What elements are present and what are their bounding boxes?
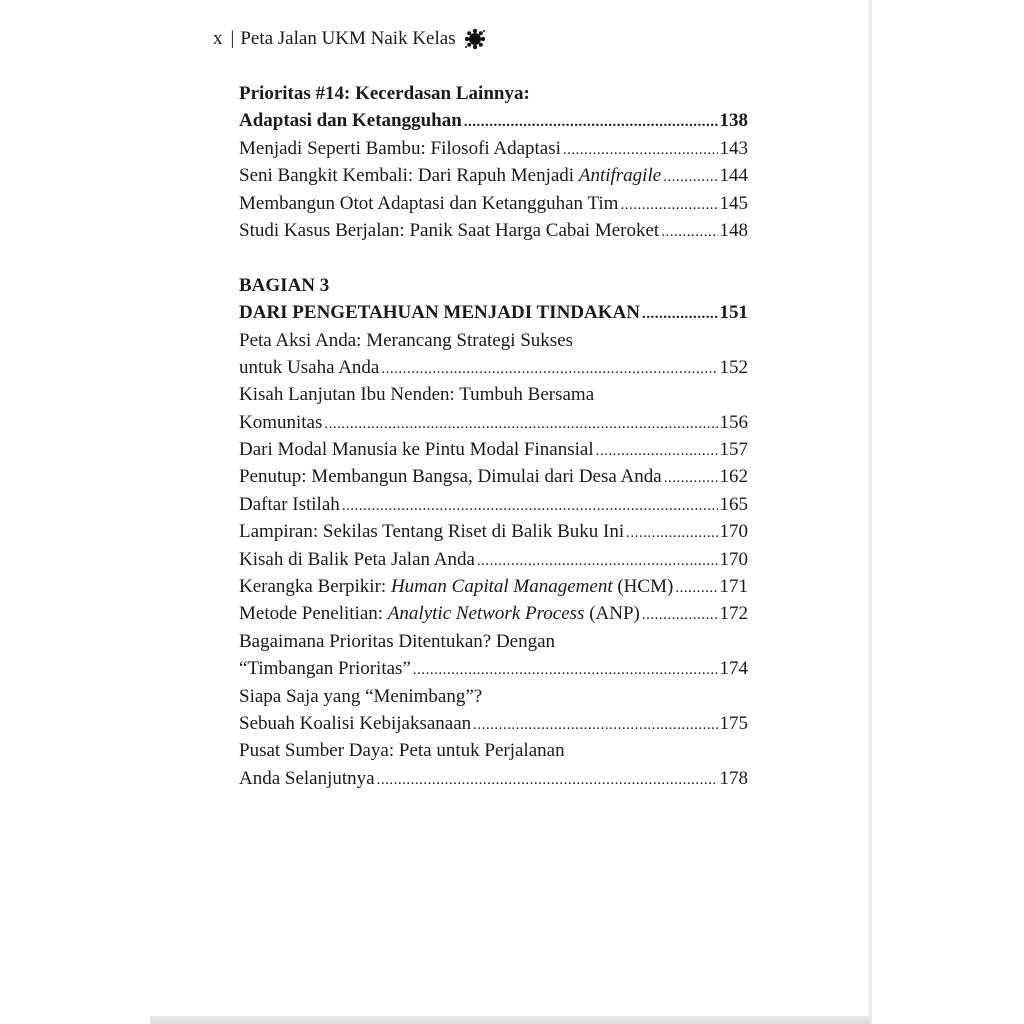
- toc-entry[interactable]: Dari Modal Manusia ke Pintu Modal Finansial ..... 157: [239, 436, 748, 463]
- toc-entry[interactable]: Kisah di Balik Peta Jalan Anda ..... 170: [239, 546, 748, 573]
- dot-leader: [626, 520, 717, 547]
- dot-leader: [664, 465, 718, 492]
- page-ref: 152: [719, 356, 748, 378]
- page-edge: [868, 0, 872, 1024]
- toc-entry[interactable]: Kerangka Berpikir: Human Capital Management (HCM) ..... 171: [239, 573, 748, 600]
- page-ref: 144: [719, 165, 748, 187]
- table-of-contents: [239, 80, 748, 792]
- page-ref: 170: [719, 521, 748, 543]
- section-gap: [239, 244, 748, 271]
- page-ref: 151: [719, 302, 748, 324]
- dot-leader: [620, 192, 717, 219]
- page-ref: 174: [719, 658, 748, 680]
- page-ref: 156: [719, 411, 748, 433]
- toc-entry[interactable]: Lampiran: Sekilas Tentang Riset di Balik Buku Ini ..... 170: [239, 518, 748, 545]
- dot-leader: [675, 575, 717, 602]
- toc-entry-line1[interactable]: Siapa Saja yang “Menimbang”?: [239, 685, 483, 707]
- page-ref: 175: [719, 712, 748, 734]
- dot-leader: [596, 438, 718, 465]
- toc-entry-line2[interactable]: Anda Selanjutnya ..... 178: [239, 765, 748, 792]
- toc-entry[interactable]: Metode Penelitian: Analytic Network Process (ANP) ..... 172: [239, 600, 748, 627]
- dot-leader: [563, 137, 718, 164]
- page-ref: 170: [719, 548, 748, 570]
- dot-leader: [477, 548, 718, 575]
- dot-leader: [473, 712, 717, 739]
- header-separator: |: [230, 28, 235, 49]
- page-shadow: [150, 1016, 870, 1024]
- toc-entry-line2[interactable]: Komunitas ..... 156: [239, 409, 748, 436]
- splat-icon: [464, 28, 486, 50]
- page-ref: 162: [719, 466, 748, 488]
- page-ref: 145: [719, 192, 748, 214]
- page-number: x: [213, 28, 223, 49]
- dot-leader: [642, 301, 718, 328]
- page-ref: 157: [719, 439, 748, 461]
- toc-entry[interactable]: Penutup: Membangun Bangsa, Dimulai dari Desa Anda ..... 162: [239, 463, 748, 490]
- toc-entry-line1[interactable]: Peta Aksi Anda: Merancang Strategi Sukses: [239, 329, 574, 351]
- page-ref: 148: [719, 219, 748, 241]
- toc-entry-line2[interactable]: “Timbangan Prioritas” ..... 174: [239, 655, 748, 682]
- toc-entry-line1[interactable]: Kisah Lanjutan Ibu Nenden: Tumbuh Bersama: [239, 384, 595, 406]
- toc-entry[interactable]: Membangun Otot Adaptasi dan Ketangguhan Tim ..... 145: [239, 190, 748, 217]
- toc-entry-line2[interactable]: Sebuah Koalisi Kebijaksanaan ..... 175: [239, 710, 748, 737]
- toc-entry-line1[interactable]: Bagaimana Prioritas Ditentukan? Dengan: [239, 630, 556, 652]
- dot-leader: [342, 493, 718, 520]
- dot-leader: [663, 164, 717, 191]
- page-ref: 171: [719, 576, 748, 598]
- page-ref: 165: [719, 493, 748, 515]
- toc-heading-entry[interactable]: Adaptasi dan Ketangguhan ..... 138: [239, 107, 748, 134]
- toc-heading: Prioritas #14: Kecerdasan Lainnya:: [239, 83, 530, 104]
- toc-entry[interactable]: Seni Bangkit Kembali: Dari Rapuh Menjadi Antifragile ..... 144: [239, 162, 748, 189]
- dot-leader: [464, 109, 718, 136]
- page-ref: 143: [719, 137, 748, 159]
- dot-leader: [661, 219, 717, 246]
- part-label: BAGIAN 3: [239, 274, 330, 296]
- dot-leader: [377, 767, 718, 794]
- toc-entry-line1[interactable]: Pusat Sumber Daya: Peta untuk Perjalanan: [239, 740, 565, 762]
- toc-entry[interactable]: Daftar Istilah ..... 165: [239, 491, 748, 518]
- toc-entry-line2[interactable]: untuk Usaha Anda ..... 152: [239, 354, 748, 381]
- book-title: Peta Jalan UKM Naik Kelas: [240, 28, 456, 49]
- page-ref: 172: [719, 603, 748, 625]
- running-header: [213, 28, 486, 50]
- page-ref: 138: [719, 110, 748, 132]
- part-title-entry[interactable]: DARI PENGETAHUAN MENJADI TINDAKAN ..... 151: [239, 299, 748, 326]
- page-ref: 178: [719, 767, 748, 789]
- dot-leader: [413, 657, 718, 684]
- dot-leader: [642, 602, 718, 629]
- dot-leader: [324, 411, 717, 438]
- dot-leader: [381, 356, 717, 383]
- toc-entry[interactable]: Menjadi Seperti Bambu: Filosofi Adaptasi ..... 143: [239, 135, 748, 162]
- toc-entry[interactable]: Studi Kasus Berjalan: Panik Saat Harga Cabai Meroket ..... 148: [239, 217, 748, 244]
